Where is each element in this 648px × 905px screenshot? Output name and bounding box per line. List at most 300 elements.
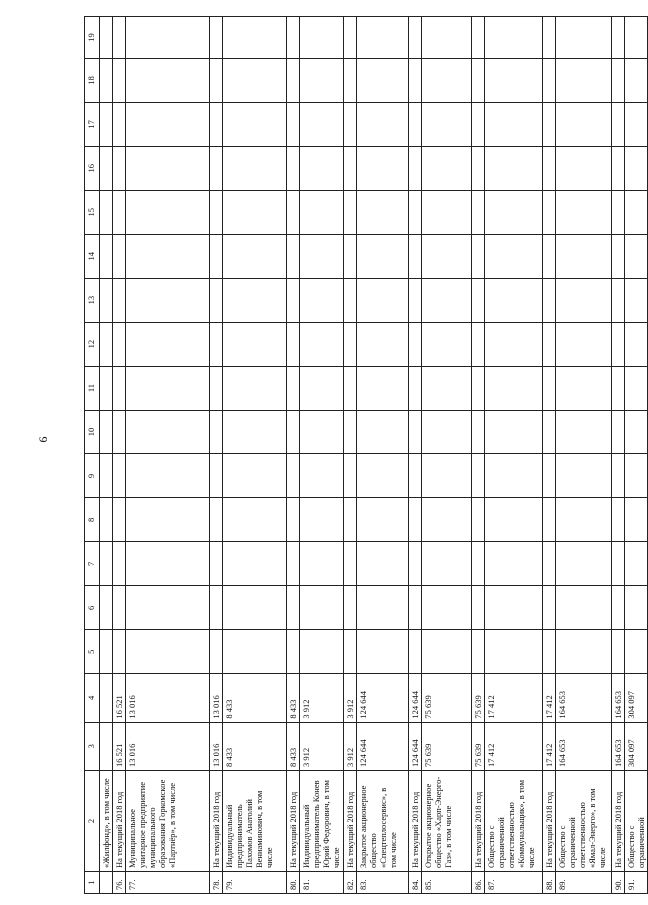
empty-cell bbox=[223, 17, 287, 59]
table-row bbox=[422, 17, 472, 894]
row-number-cell: 90. bbox=[612, 872, 625, 894]
empty-cell bbox=[344, 366, 357, 410]
column-header: 1 bbox=[85, 872, 100, 894]
empty-cell bbox=[625, 366, 648, 410]
empty-cell bbox=[344, 542, 357, 586]
value-cell: 8 433 bbox=[223, 674, 287, 722]
empty-cell bbox=[612, 630, 625, 674]
empty-cell bbox=[543, 586, 556, 630]
name-cell: На текущий 2018 год bbox=[210, 770, 223, 871]
empty-cell bbox=[543, 102, 556, 146]
column-header: 19 bbox=[85, 17, 100, 59]
empty-cell bbox=[409, 102, 422, 146]
value-cell: 16 521 bbox=[113, 674, 126, 722]
empty-cell bbox=[625, 454, 648, 498]
empty-cell bbox=[422, 542, 472, 586]
empty-cell bbox=[100, 586, 113, 630]
empty-cell bbox=[126, 498, 210, 542]
empty-cell bbox=[223, 366, 287, 410]
column-header: 8 bbox=[85, 498, 100, 542]
empty-cell bbox=[210, 366, 223, 410]
empty-cell bbox=[210, 58, 223, 102]
empty-cell bbox=[357, 410, 409, 454]
table-row bbox=[210, 17, 223, 894]
empty-cell bbox=[485, 454, 543, 498]
empty-cell bbox=[357, 234, 409, 278]
empty-cell bbox=[485, 146, 543, 190]
empty-cell bbox=[612, 234, 625, 278]
empty-cell bbox=[344, 630, 357, 674]
name-cell: Муниципальное унитарное предприятие муниципального образования Горкомское «Партнёр», в том числе bbox=[126, 770, 210, 871]
empty-cell bbox=[344, 102, 357, 146]
empty-cell bbox=[357, 102, 409, 146]
empty-cell bbox=[287, 190, 300, 234]
empty-cell bbox=[300, 498, 344, 542]
empty-cell bbox=[543, 278, 556, 322]
value-cell: 17 412 bbox=[543, 722, 556, 770]
empty-cell bbox=[556, 542, 612, 586]
empty-cell bbox=[113, 366, 126, 410]
empty-cell bbox=[300, 410, 344, 454]
name-cell: На текущий 2018 год bbox=[612, 770, 625, 871]
row-number-cell: 84. bbox=[409, 872, 422, 894]
empty-cell bbox=[223, 322, 287, 366]
empty-cell bbox=[287, 17, 300, 59]
empty-cell bbox=[113, 454, 126, 498]
empty-cell bbox=[612, 410, 625, 454]
row-number-cell bbox=[100, 872, 113, 894]
empty-cell bbox=[223, 586, 287, 630]
column-header: 7 bbox=[85, 542, 100, 586]
empty-cell bbox=[472, 102, 485, 146]
value-cell bbox=[100, 722, 113, 770]
empty-cell bbox=[210, 630, 223, 674]
empty-cell bbox=[556, 58, 612, 102]
table-row bbox=[612, 17, 625, 894]
empty-cell bbox=[409, 542, 422, 586]
value-cell: 17 412 bbox=[543, 674, 556, 722]
name-cell: На текущий 2018 год bbox=[344, 770, 357, 871]
name-cell: Индивидуальный предприниматель Пахомов Анатолий Вениаминович, в том числе bbox=[223, 770, 287, 871]
empty-cell bbox=[126, 17, 210, 59]
empty-cell bbox=[113, 542, 126, 586]
value-cell: 124 644 bbox=[357, 674, 409, 722]
empty-cell bbox=[556, 586, 612, 630]
empty-cell bbox=[485, 234, 543, 278]
empty-cell bbox=[612, 322, 625, 366]
empty-cell bbox=[126, 190, 210, 234]
empty-cell bbox=[344, 190, 357, 234]
empty-cell bbox=[344, 322, 357, 366]
empty-cell bbox=[113, 498, 126, 542]
empty-cell bbox=[612, 542, 625, 586]
empty-cell bbox=[113, 17, 126, 59]
empty-cell bbox=[409, 17, 422, 59]
value-cell: 124 644 bbox=[409, 722, 422, 770]
table-row bbox=[223, 17, 287, 894]
empty-cell bbox=[472, 410, 485, 454]
empty-cell bbox=[126, 630, 210, 674]
empty-cell bbox=[223, 454, 287, 498]
empty-cell bbox=[357, 366, 409, 410]
empty-cell bbox=[126, 278, 210, 322]
empty-cell bbox=[472, 454, 485, 498]
empty-cell bbox=[556, 366, 612, 410]
empty-cell bbox=[556, 102, 612, 146]
empty-cell bbox=[300, 190, 344, 234]
row-number-cell: 87. bbox=[485, 872, 543, 894]
empty-cell bbox=[612, 17, 625, 59]
empty-cell bbox=[113, 410, 126, 454]
column-header: 2 bbox=[85, 770, 100, 871]
table-row bbox=[126, 17, 210, 894]
empty-cell bbox=[100, 366, 113, 410]
name-cell: Общество с ограниченной ответственностью «Коммунальщик», в том числе bbox=[485, 770, 543, 871]
empty-cell bbox=[100, 278, 113, 322]
empty-cell bbox=[113, 278, 126, 322]
row-number-cell: 86. bbox=[472, 872, 485, 894]
empty-cell bbox=[409, 454, 422, 498]
empty-cell bbox=[556, 322, 612, 366]
table-row bbox=[344, 17, 357, 894]
empty-cell bbox=[357, 586, 409, 630]
header-row bbox=[85, 17, 100, 894]
empty-cell bbox=[625, 630, 648, 674]
value-cell: 164 653 bbox=[612, 722, 625, 770]
value-cell: 75 639 bbox=[422, 674, 472, 722]
empty-cell bbox=[210, 146, 223, 190]
value-cell bbox=[100, 674, 113, 722]
empty-cell bbox=[300, 146, 344, 190]
empty-cell bbox=[472, 190, 485, 234]
empty-cell bbox=[210, 190, 223, 234]
empty-cell bbox=[543, 630, 556, 674]
empty-cell bbox=[357, 630, 409, 674]
empty-cell bbox=[300, 366, 344, 410]
empty-cell bbox=[612, 498, 625, 542]
empty-cell bbox=[357, 58, 409, 102]
empty-cell bbox=[409, 322, 422, 366]
column-header: 6 bbox=[85, 586, 100, 630]
empty-cell bbox=[113, 58, 126, 102]
empty-cell bbox=[485, 630, 543, 674]
empty-cell bbox=[300, 454, 344, 498]
empty-cell bbox=[485, 17, 543, 59]
empty-cell bbox=[485, 410, 543, 454]
value-cell: 124 644 bbox=[409, 674, 422, 722]
empty-cell bbox=[287, 102, 300, 146]
empty-cell bbox=[100, 542, 113, 586]
table-row bbox=[472, 17, 485, 894]
empty-cell bbox=[485, 498, 543, 542]
empty-cell bbox=[300, 234, 344, 278]
value-cell: 3 912 bbox=[300, 674, 344, 722]
empty-cell bbox=[210, 498, 223, 542]
value-cell: 164 653 bbox=[556, 722, 612, 770]
row-number-cell: 78. bbox=[210, 872, 223, 894]
table-row bbox=[300, 17, 344, 894]
empty-cell bbox=[543, 322, 556, 366]
empty-cell bbox=[223, 278, 287, 322]
empty-cell bbox=[100, 190, 113, 234]
empty-cell bbox=[126, 102, 210, 146]
row-number-cell: 77. bbox=[126, 872, 210, 894]
empty-cell bbox=[625, 58, 648, 102]
empty-cell bbox=[472, 630, 485, 674]
empty-cell bbox=[472, 17, 485, 59]
empty-cell bbox=[300, 58, 344, 102]
empty-cell bbox=[223, 102, 287, 146]
empty-cell bbox=[472, 322, 485, 366]
empty-cell bbox=[422, 17, 472, 59]
value-cell: 164 653 bbox=[612, 674, 625, 722]
empty-cell bbox=[223, 410, 287, 454]
empty-cell bbox=[422, 498, 472, 542]
table-row bbox=[357, 17, 409, 894]
value-cell: 8 433 bbox=[287, 722, 300, 770]
empty-cell bbox=[625, 17, 648, 59]
empty-cell bbox=[543, 498, 556, 542]
empty-cell bbox=[409, 278, 422, 322]
empty-cell bbox=[210, 102, 223, 146]
column-header: 10 bbox=[85, 410, 100, 454]
name-cell: «Жилфонд», в том числе bbox=[100, 770, 113, 871]
empty-cell bbox=[210, 278, 223, 322]
table-row bbox=[100, 17, 113, 894]
empty-cell bbox=[344, 454, 357, 498]
empty-cell bbox=[612, 278, 625, 322]
empty-cell bbox=[612, 366, 625, 410]
empty-cell bbox=[625, 146, 648, 190]
empty-cell bbox=[287, 630, 300, 674]
empty-cell bbox=[100, 17, 113, 59]
empty-cell bbox=[126, 586, 210, 630]
empty-cell bbox=[300, 630, 344, 674]
empty-cell bbox=[409, 190, 422, 234]
empty-cell bbox=[422, 278, 472, 322]
empty-cell bbox=[357, 542, 409, 586]
empty-cell bbox=[113, 146, 126, 190]
value-cell: 16 521 bbox=[113, 722, 126, 770]
empty-cell bbox=[223, 146, 287, 190]
empty-cell bbox=[422, 366, 472, 410]
empty-cell bbox=[287, 234, 300, 278]
empty-cell bbox=[100, 630, 113, 674]
column-header: 4 bbox=[85, 674, 100, 722]
investment-table bbox=[84, 16, 648, 894]
empty-cell bbox=[612, 586, 625, 630]
value-cell: 8 433 bbox=[223, 722, 287, 770]
name-cell: Общество с ограниченной bbox=[625, 770, 648, 871]
empty-cell bbox=[556, 190, 612, 234]
empty-cell bbox=[543, 190, 556, 234]
empty-cell bbox=[543, 366, 556, 410]
empty-cell bbox=[485, 542, 543, 586]
empty-cell bbox=[543, 58, 556, 102]
table-row bbox=[543, 17, 556, 894]
empty-cell bbox=[344, 146, 357, 190]
empty-cell bbox=[210, 322, 223, 366]
empty-cell bbox=[113, 234, 126, 278]
value-cell: 17 412 bbox=[485, 674, 543, 722]
empty-cell bbox=[223, 58, 287, 102]
column-header: 3 bbox=[85, 722, 100, 770]
empty-cell bbox=[543, 410, 556, 454]
empty-cell bbox=[300, 17, 344, 59]
empty-cell bbox=[210, 542, 223, 586]
empty-cell bbox=[126, 146, 210, 190]
value-cell: 8 433 bbox=[287, 674, 300, 722]
column-header: 15 bbox=[85, 190, 100, 234]
empty-cell bbox=[472, 146, 485, 190]
empty-cell bbox=[422, 58, 472, 102]
empty-cell bbox=[556, 498, 612, 542]
table-row bbox=[409, 17, 422, 894]
empty-cell bbox=[357, 454, 409, 498]
empty-cell bbox=[409, 586, 422, 630]
empty-cell bbox=[409, 410, 422, 454]
empty-cell bbox=[625, 278, 648, 322]
empty-cell bbox=[357, 498, 409, 542]
empty-cell bbox=[126, 322, 210, 366]
column-header: 17 bbox=[85, 102, 100, 146]
empty-cell bbox=[357, 17, 409, 59]
empty-cell bbox=[223, 190, 287, 234]
empty-cell bbox=[472, 366, 485, 410]
empty-cell bbox=[612, 454, 625, 498]
row-number-cell: 79. bbox=[223, 872, 287, 894]
name-cell: Открытое акционерное общество «Харп-Энерго-Газ», в том числе bbox=[422, 770, 472, 871]
empty-cell bbox=[625, 322, 648, 366]
empty-cell bbox=[210, 586, 223, 630]
empty-cell bbox=[472, 58, 485, 102]
empty-cell bbox=[556, 278, 612, 322]
empty-cell bbox=[543, 234, 556, 278]
empty-cell bbox=[485, 102, 543, 146]
empty-cell bbox=[543, 542, 556, 586]
empty-cell bbox=[287, 498, 300, 542]
empty-cell bbox=[344, 17, 357, 59]
row-number-cell: 85. bbox=[422, 872, 472, 894]
table-row bbox=[485, 17, 543, 894]
empty-cell bbox=[223, 498, 287, 542]
empty-cell bbox=[126, 454, 210, 498]
table-row bbox=[113, 17, 126, 894]
empty-cell bbox=[612, 146, 625, 190]
empty-cell bbox=[126, 234, 210, 278]
empty-cell bbox=[472, 586, 485, 630]
column-header: 14 bbox=[85, 234, 100, 278]
empty-cell bbox=[485, 586, 543, 630]
value-cell: 304 097 bbox=[625, 722, 648, 770]
empty-cell bbox=[287, 542, 300, 586]
name-cell: Индивидуальный предприниматель Конев Юрий Федорович, в том числе bbox=[300, 770, 344, 871]
empty-cell bbox=[409, 498, 422, 542]
empty-cell bbox=[422, 234, 472, 278]
column-header: 13 bbox=[85, 278, 100, 322]
empty-cell bbox=[422, 102, 472, 146]
value-cell: 75 639 bbox=[422, 722, 472, 770]
empty-cell bbox=[287, 586, 300, 630]
empty-cell bbox=[357, 322, 409, 366]
empty-cell bbox=[287, 278, 300, 322]
empty-cell bbox=[556, 410, 612, 454]
empty-cell bbox=[472, 542, 485, 586]
empty-cell bbox=[300, 102, 344, 146]
empty-cell bbox=[556, 17, 612, 59]
name-cell: На текущий 2018 год bbox=[287, 770, 300, 871]
empty-cell bbox=[612, 190, 625, 234]
empty-cell bbox=[625, 410, 648, 454]
empty-cell bbox=[472, 234, 485, 278]
empty-cell bbox=[300, 542, 344, 586]
empty-cell bbox=[287, 410, 300, 454]
empty-cell bbox=[625, 586, 648, 630]
empty-cell bbox=[113, 322, 126, 366]
empty-cell bbox=[113, 586, 126, 630]
empty-cell bbox=[100, 58, 113, 102]
value-cell: 3 912 bbox=[344, 722, 357, 770]
value-cell: 13 016 bbox=[210, 674, 223, 722]
name-cell: Закрытое акционерное общество «Спецтеплосервис», в том числе bbox=[357, 770, 409, 871]
table-body bbox=[100, 17, 648, 894]
empty-cell bbox=[113, 190, 126, 234]
value-cell: 3 912 bbox=[344, 674, 357, 722]
row-number-cell: 81. bbox=[300, 872, 344, 894]
empty-cell bbox=[409, 234, 422, 278]
empty-cell bbox=[625, 102, 648, 146]
empty-cell bbox=[543, 146, 556, 190]
empty-cell bbox=[422, 454, 472, 498]
empty-cell bbox=[344, 234, 357, 278]
name-cell: На текущий 2018 год bbox=[472, 770, 485, 871]
empty-cell bbox=[223, 630, 287, 674]
empty-cell bbox=[556, 630, 612, 674]
empty-cell bbox=[422, 586, 472, 630]
empty-cell bbox=[485, 190, 543, 234]
empty-cell bbox=[625, 542, 648, 586]
empty-cell bbox=[556, 146, 612, 190]
column-header: 18 bbox=[85, 58, 100, 102]
page-number: 9 bbox=[36, 436, 51, 443]
empty-cell bbox=[422, 190, 472, 234]
empty-cell bbox=[422, 410, 472, 454]
column-header: 12 bbox=[85, 322, 100, 366]
empty-cell bbox=[100, 454, 113, 498]
empty-cell bbox=[287, 366, 300, 410]
column-header: 9 bbox=[85, 454, 100, 498]
value-cell: 13 016 bbox=[126, 674, 210, 722]
empty-cell bbox=[300, 322, 344, 366]
empty-cell bbox=[210, 234, 223, 278]
value-cell: 304 097 bbox=[625, 674, 648, 722]
empty-cell bbox=[344, 498, 357, 542]
name-cell: На текущий 2018 год bbox=[543, 770, 556, 871]
empty-cell bbox=[100, 146, 113, 190]
empty-cell bbox=[344, 278, 357, 322]
value-cell: 124 644 bbox=[357, 722, 409, 770]
column-header: 5 bbox=[85, 630, 100, 674]
empty-cell bbox=[223, 234, 287, 278]
empty-cell bbox=[126, 542, 210, 586]
empty-cell bbox=[287, 322, 300, 366]
row-number-cell: 89. bbox=[556, 872, 612, 894]
rotated-table-wrapper bbox=[84, 16, 646, 894]
empty-cell bbox=[126, 366, 210, 410]
empty-cell bbox=[625, 498, 648, 542]
empty-cell bbox=[422, 146, 472, 190]
column-header: 16 bbox=[85, 146, 100, 190]
